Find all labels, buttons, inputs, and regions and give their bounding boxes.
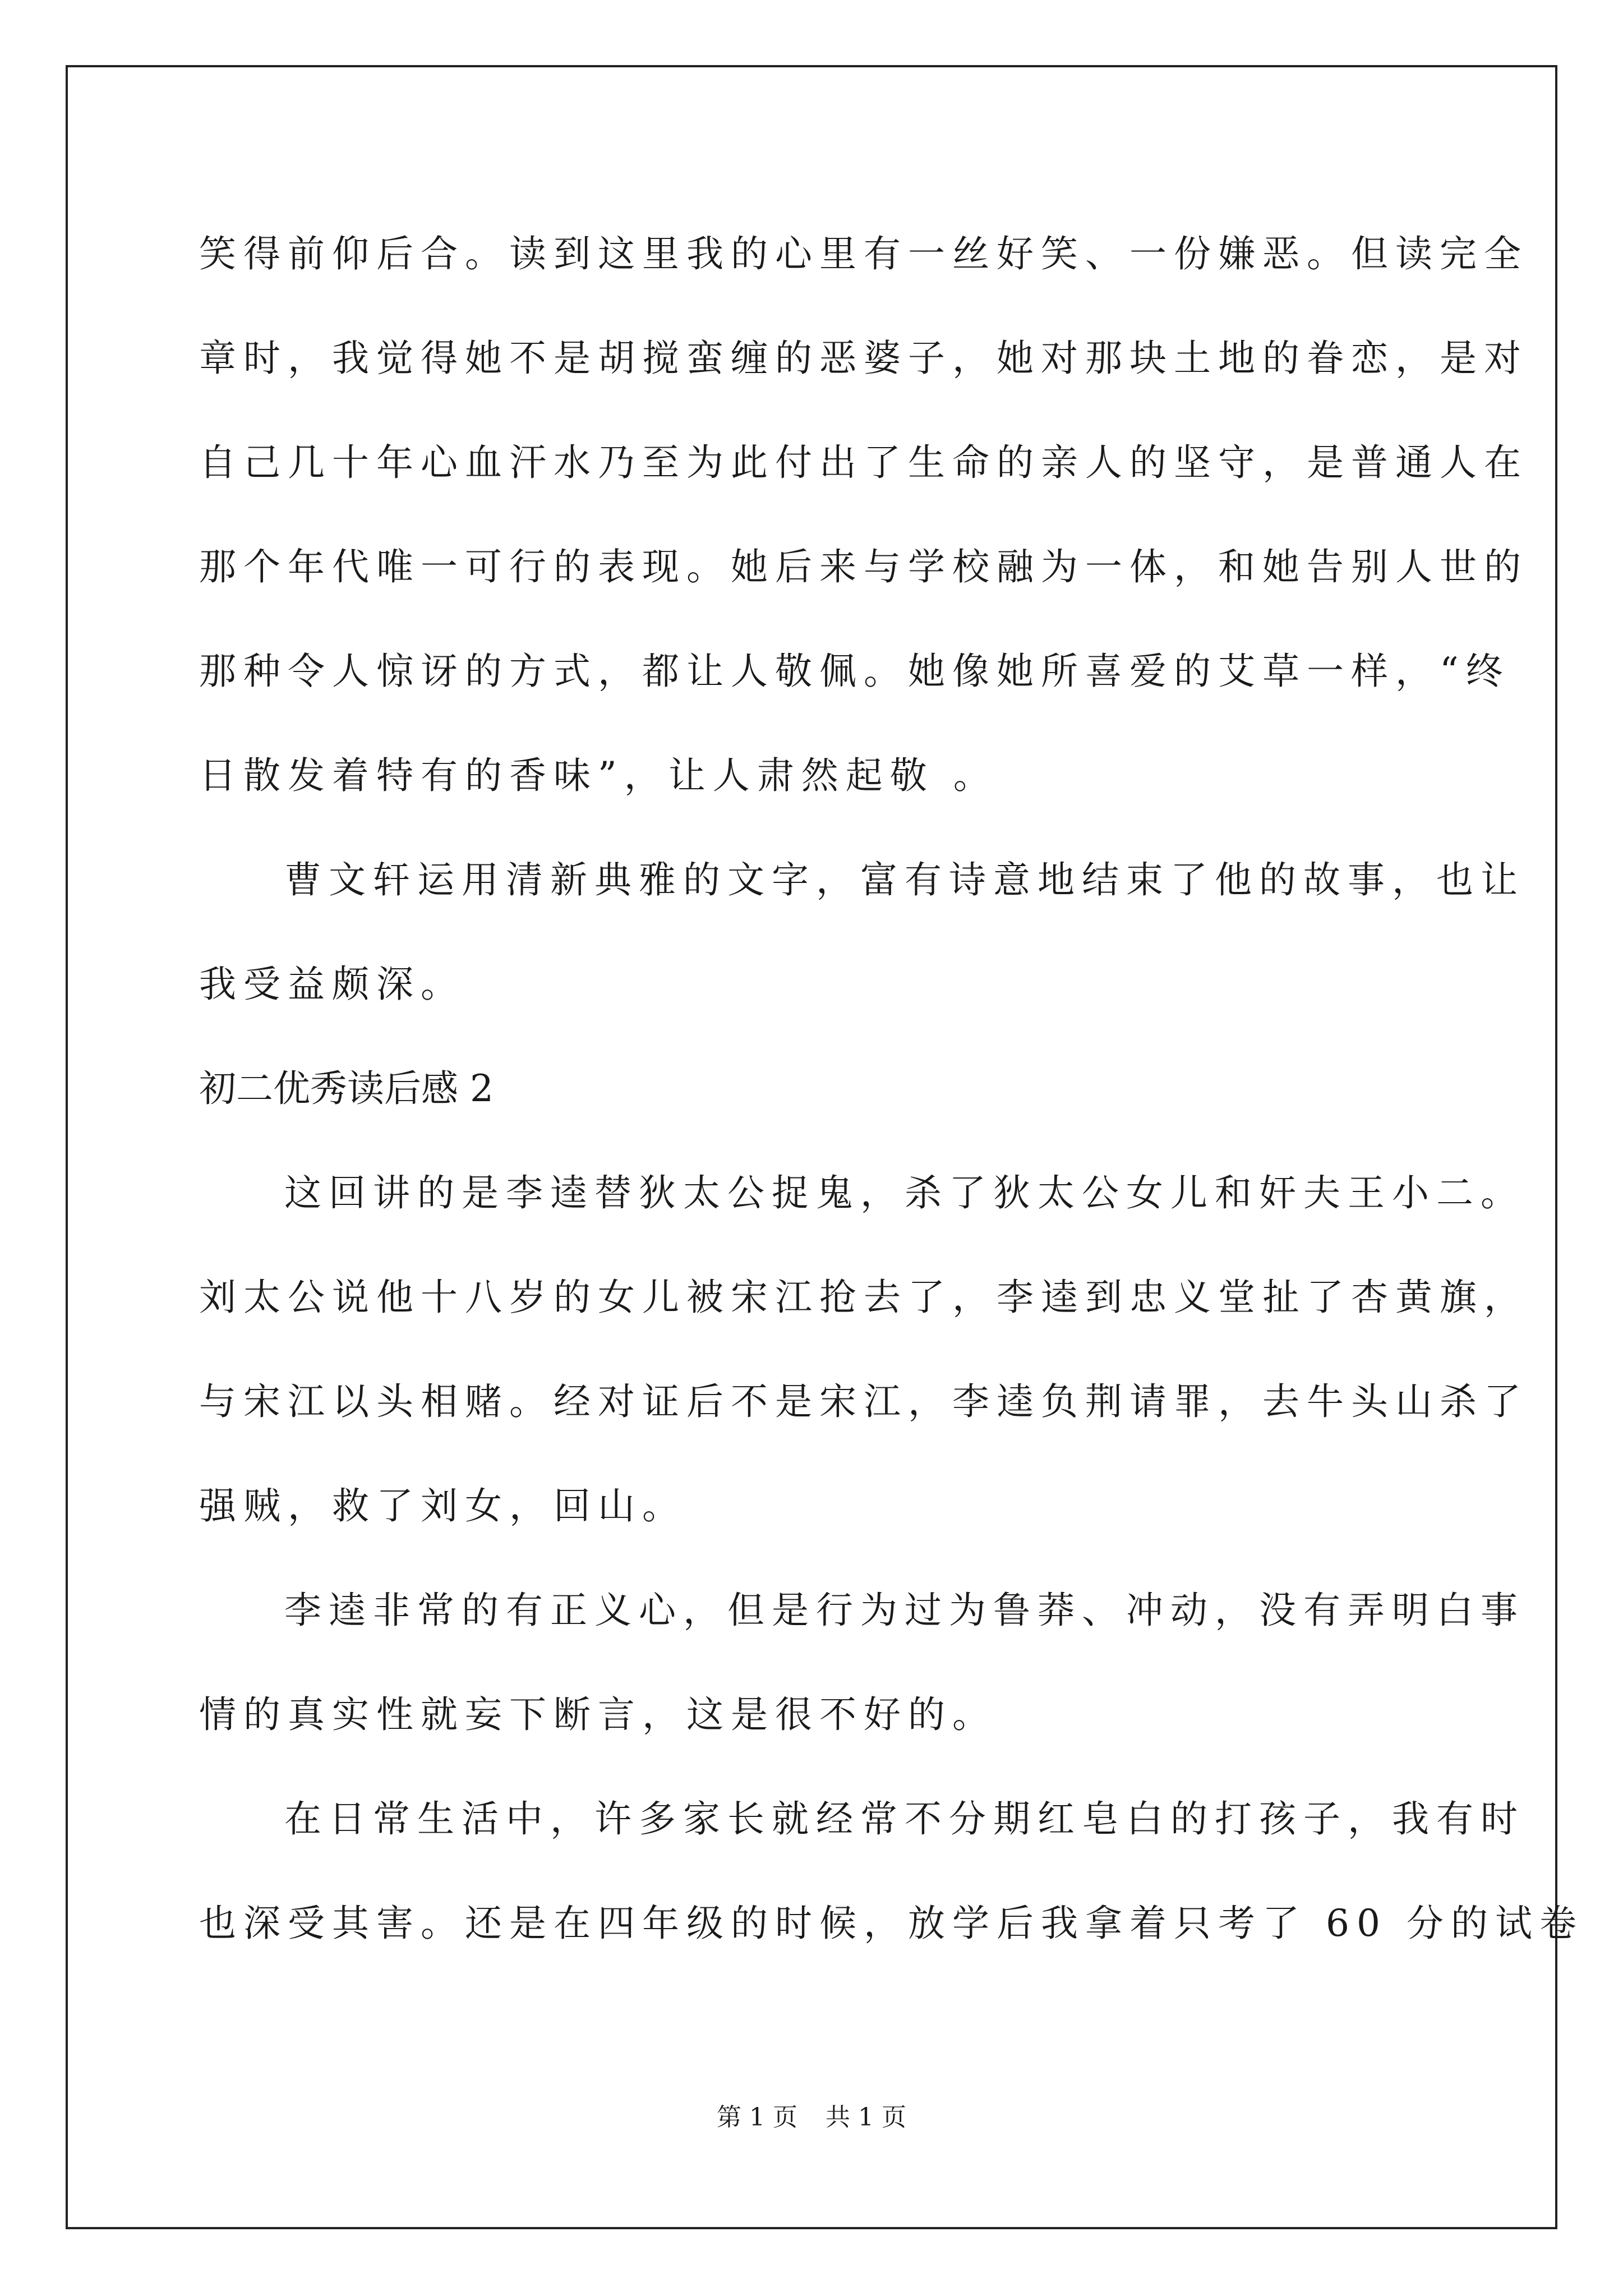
text-line-14: 李逵非常的有正义心，但是行为过为鲁莽、冲动，没有弄明白事 (284, 1589, 1525, 1632)
page-footer (0, 2101, 1623, 2134)
text-line-3: 自己几十年心血汗水乃至为此付出了生命的亲人的坚守，是普通人在 (199, 441, 1528, 484)
text-line-4: 那个年代唯一可行的表现。她后来与学校融为一体，和她告别人世的 (199, 545, 1528, 588)
document-body (199, 202, 1584, 1976)
text-line-15: 情的真实性就妄下断言，这是很不好的。 (199, 1693, 997, 1736)
text-line-5: 那种令人惊讶的方式，都让人敬佩。她像她所喜爱的艾草一样，“终 (199, 650, 1510, 693)
text-line-6: 日散发着特有的香味”，让人肃然起敬 。 (199, 754, 998, 797)
text-line-1: 笑得前仰后合。读到这里我的心里有一丝好笑、一份嫌恶。但读完全 (199, 232, 1528, 275)
text-line-17: 也深受其害。还是在四年级的时候，放学后我拿着只考了 60 分的试卷 (199, 1902, 1584, 1945)
section-heading: 初二优秀读后感 2 (199, 1067, 494, 1110)
text-line-10: 这回讲的是李逵替狄太公捉鬼，杀了狄太公女儿和奸夫王小二。 (284, 1171, 1525, 1214)
text-line-8: 我受益颇深。 (199, 963, 465, 1006)
text-line-2: 章时，我觉得她不是胡搅蛮缠的恶婆子，她对那块土地的眷恋，是对 (199, 337, 1528, 380)
text-line-16: 在日常生活中，许多家长就经常不分期红皂白的打孩子，我有时 (284, 1797, 1525, 1841)
page-number: 第 1 页 (717, 2103, 797, 2132)
text-line-7: 曹文轩运用清新典雅的文字，富有诗意地结束了他的故事，也让 (284, 858, 1525, 901)
text-line-11: 刘太公说他十八岁的女儿被宋江抢去了，李逵到忠义堂扯了杏黄旗， (199, 1276, 1528, 1319)
page-total: 共 1 页 (826, 2103, 906, 2132)
text-line-12: 与宋江以头相赌。经对证后不是宋江，李逵负荆请罪，去牛头山杀了 (199, 1380, 1528, 1423)
text-line-13: 强贼，救了刘女，回山。 (199, 1484, 686, 1527)
